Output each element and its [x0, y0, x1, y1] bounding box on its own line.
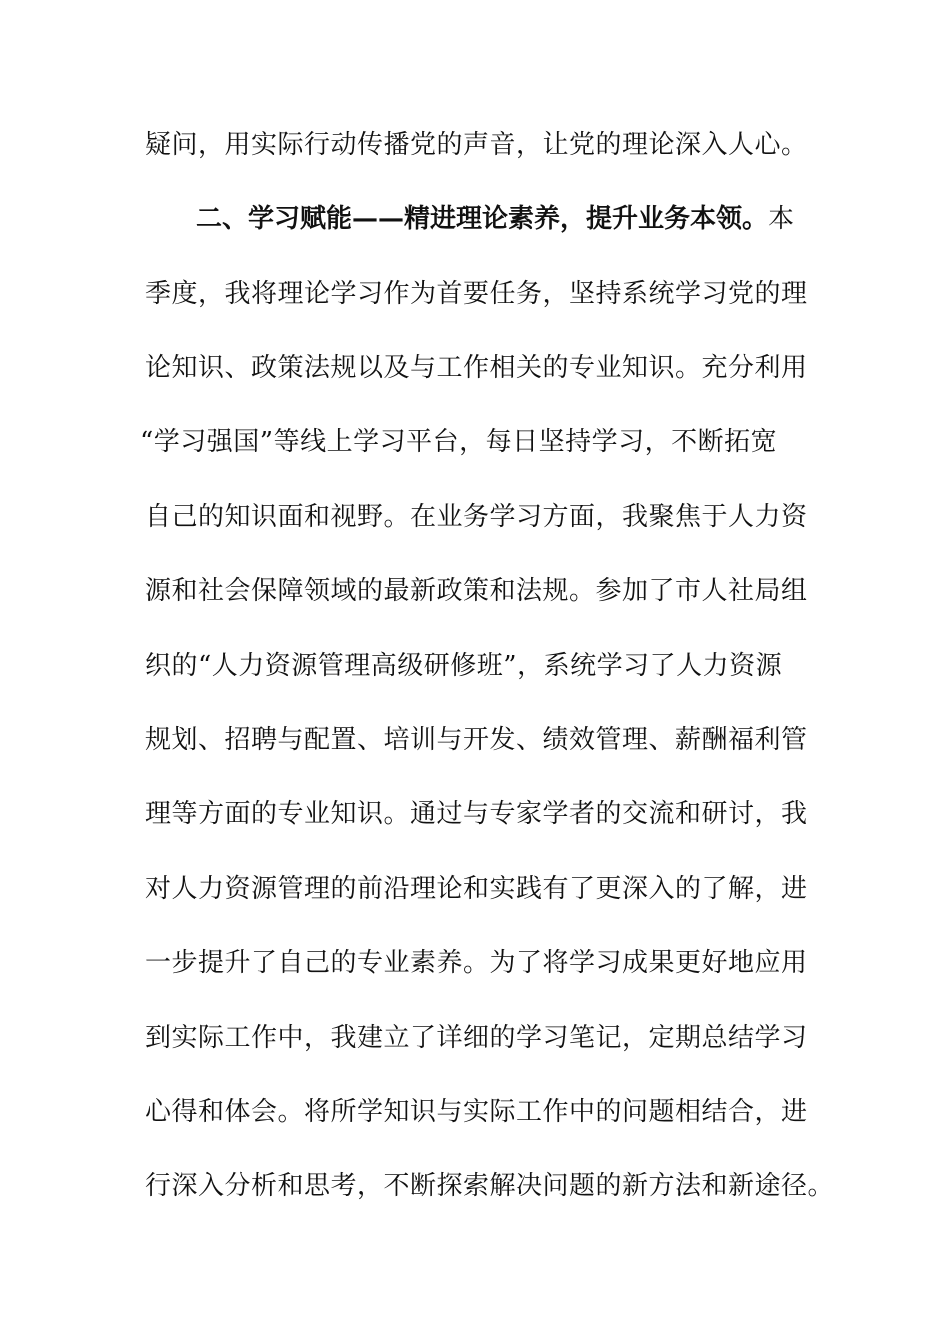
paragraph-line: 论知识、政策法规以及与工作相关的专业知识。充分利用 [145, 353, 808, 383]
paragraph-line: 织的“人力资源管理高级研修班”，系统学习了人力资源 [145, 651, 783, 681]
paragraph-line: 源和社会保障领域的最新政策和法规。参加了市人社局组 [145, 576, 808, 606]
paragraph-line: 心得和体会。将所学知识与实际工作中的问题相结合，进 [145, 1097, 808, 1127]
paragraph-line: 对人力资源管理的前沿理论和实践有了更深入的了解，进 [145, 874, 808, 904]
paragraph-line: 疑问，用实际行动传播党的声音，让党的理论深入人心。 [145, 130, 808, 160]
paragraph-line: 行深入分析和思考，不断探索解决问题的新方法和新途径。 [145, 1171, 835, 1201]
paragraph-line: 规划、招聘与配置、培训与开发、绩效管理、薪酬福利管 [145, 725, 808, 755]
paragraph-line: 季度，我将理论学习作为首要任务，坚持系统学习党的理 [145, 279, 808, 309]
paragraph-line: 理等方面的专业知识。通过与专家学者的交流和研讨，我 [145, 799, 808, 829]
section-heading-line [196, 201, 795, 237]
paragraph-line: 自己的知识面和视野。在业务学习方面，我聚焦于人力资 [145, 502, 808, 532]
paragraph-text: 本 [768, 204, 795, 234]
paragraph-line: 一步提升了自己的专业素养。为了将学习成果更好地应用 [145, 948, 808, 978]
section-heading: 二、学习赋能——精进理论素养，提升业务本领。 [196, 204, 769, 234]
paragraph-line: 到实际工作中，我建立了详细的学习笔记，定期总结学习 [145, 1023, 808, 1053]
paragraph-line: “学习强国”等线上学习平台，每日坚持学习，不断拓宽 [140, 427, 778, 457]
